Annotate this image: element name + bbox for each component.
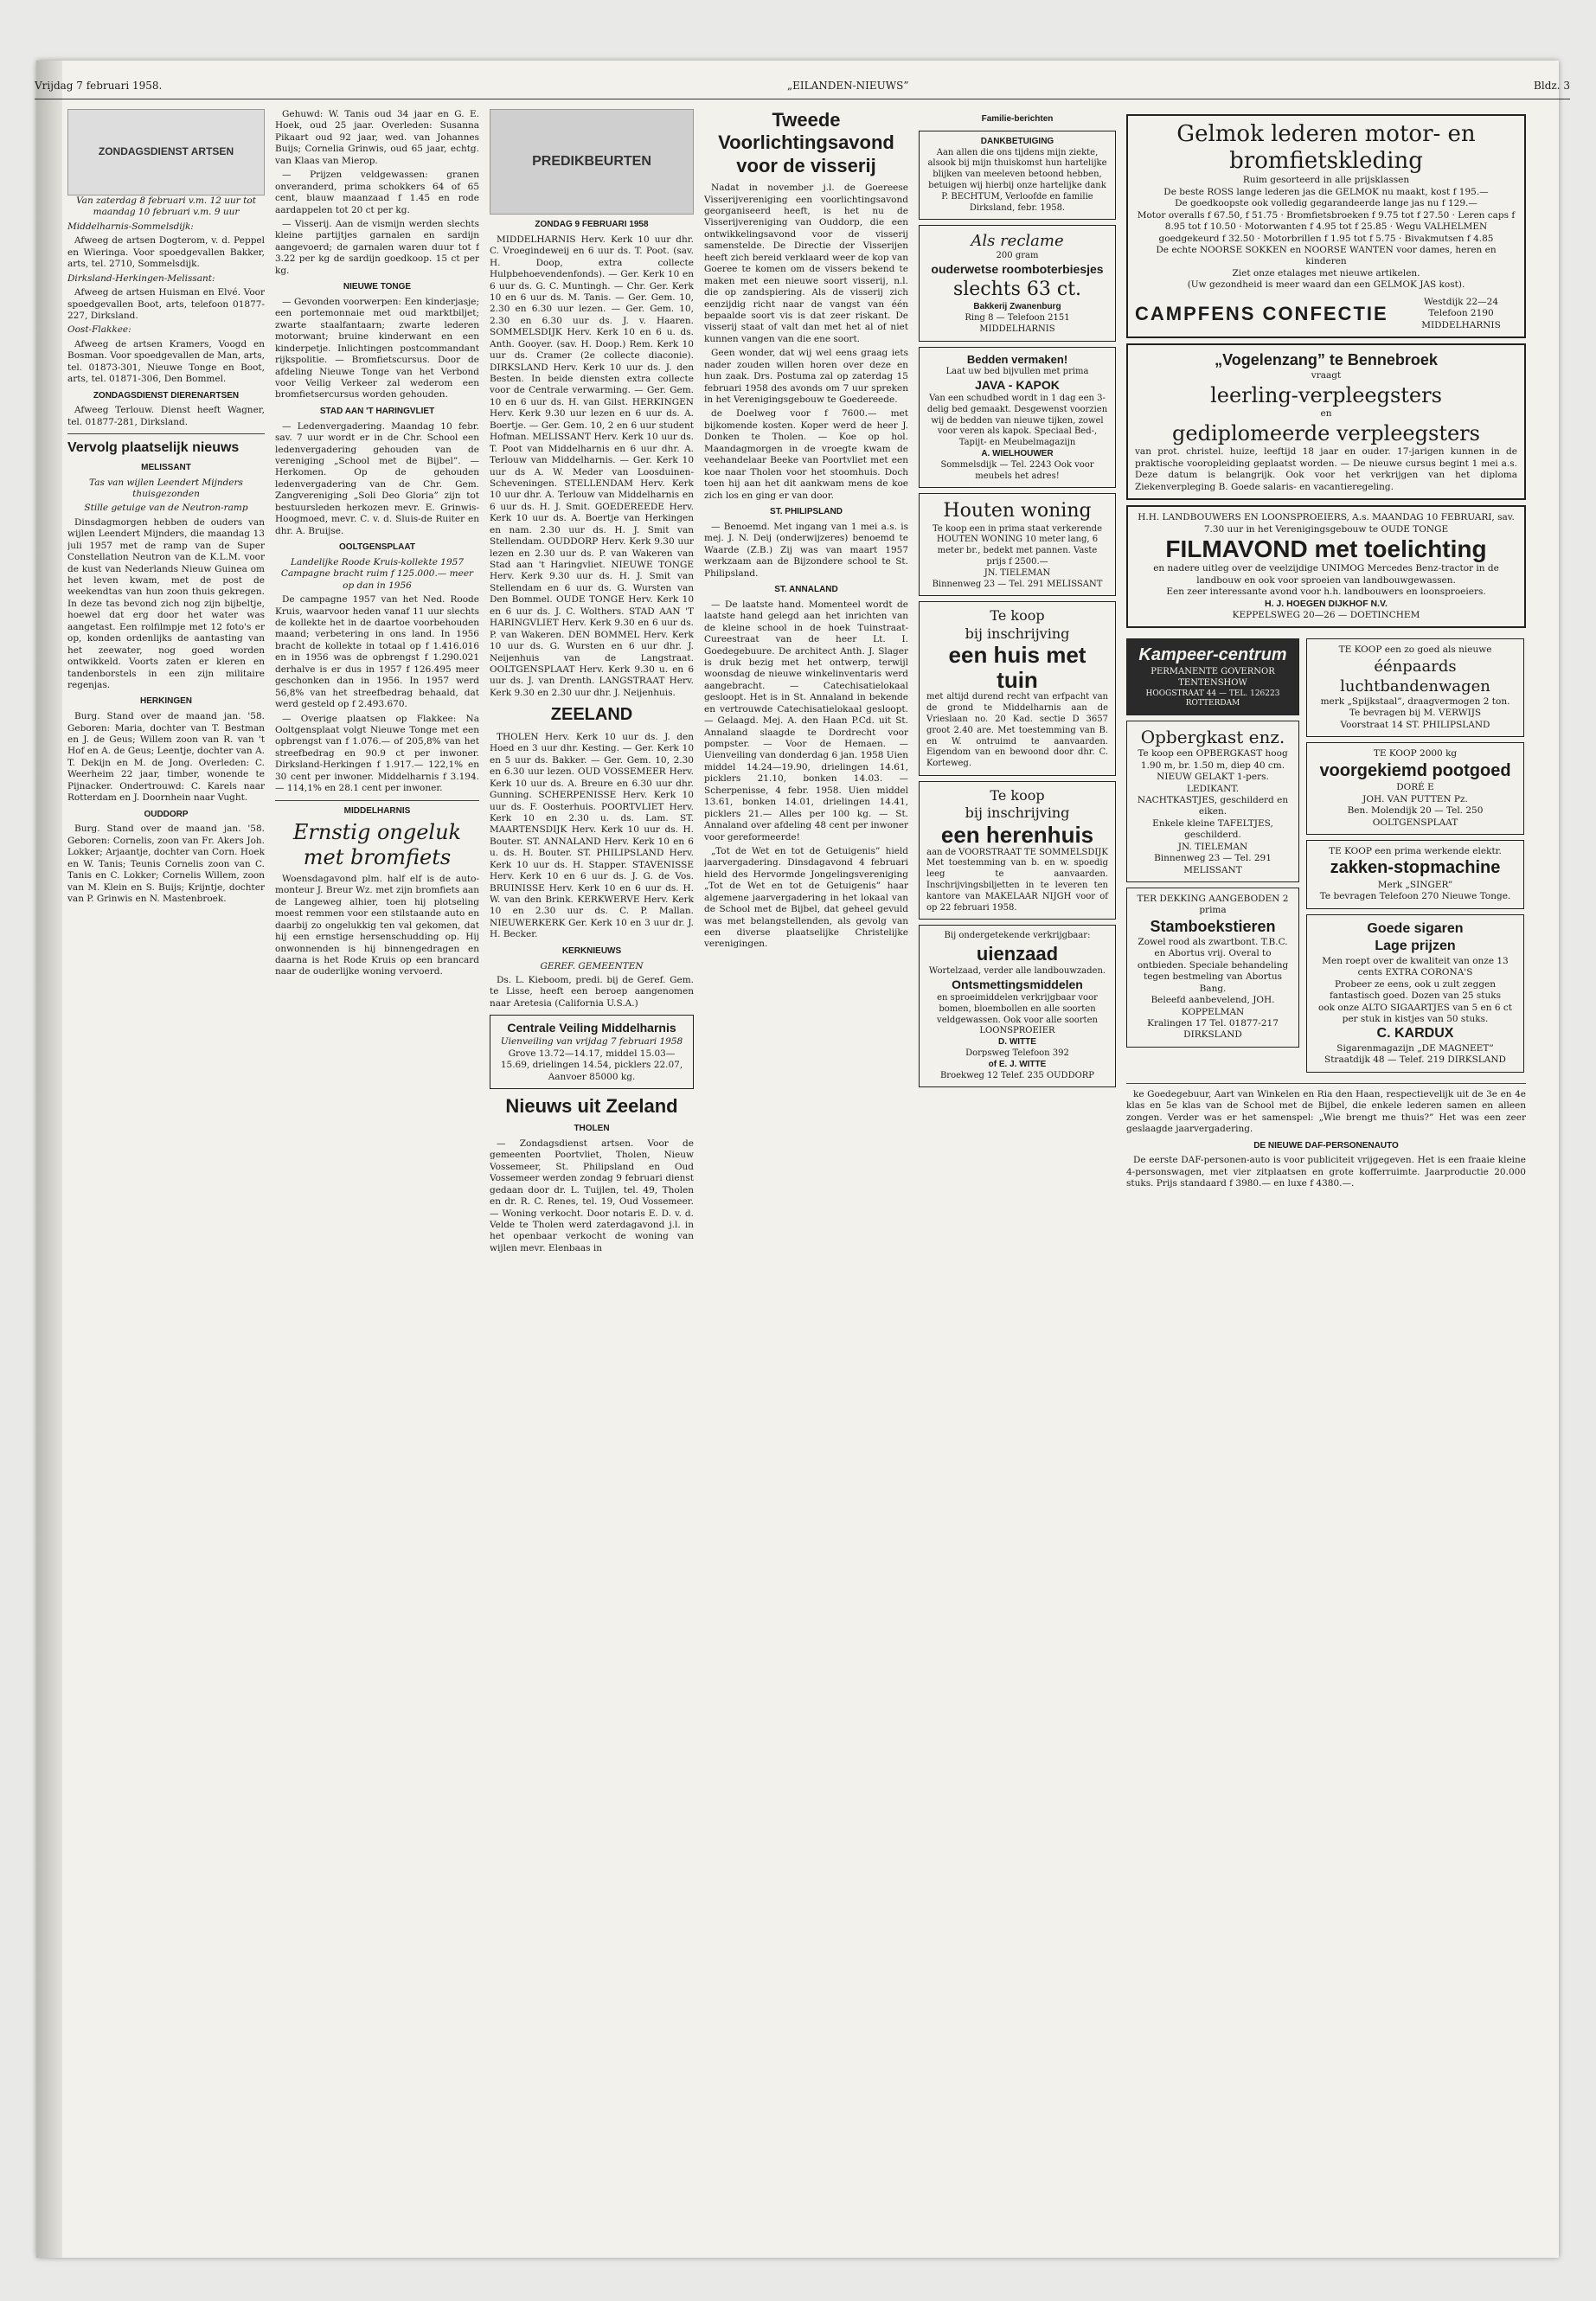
nt-heading: NIEUWE TONGE [343, 282, 412, 292]
header-page: Bldz. 3 [1534, 80, 1570, 92]
gelmok-box [1126, 114, 1526, 338]
stamboek-address: Kralingen 17 Tel. 01877-217 DIRKSLAND [1147, 1018, 1279, 1041]
dier-heading: ZONDAGSDIENST DIERENARTSEN [93, 390, 240, 401]
filmavond-text: en nadere uitleg over de veelzijdige UNIMOG Mercedes Benz-tractor in de landbouw en ook voor sproeien van landbouwgewassen. [1153, 563, 1499, 586]
pootgoed-intro: TE KOOP 2000 kg [1373, 748, 1458, 760]
stamboek-name: Beleefd aanbevelend, JOH. KOPPELMAN [1151, 995, 1275, 1017]
bedden-text: Laat uw bed bijvullen met prima [945, 367, 1089, 377]
gelmok-text-2: De beste ROSS lange lederen jas die GELMOK nu maakt, kost f 195.— [1163, 186, 1489, 197]
opbergkast-title: Opbergkast enz. [1140, 726, 1285, 747]
stamboek-text: Zowel rood als zwartbont. T.B.C. en Abortus vrij. Overal to ontbieden. Speciale behandeling tegen bestmeling van Abortus Bang. [1137, 936, 1289, 994]
sa-text: — De laatste hand. Momenteel wordt de laatste hand gelegd aan het inrichten van de kleine school in de hoek Tuinstraat-Cureestraat van de heer Lt. I. Goedegebuure. De architect Anth. J. Slager is druk bezig met het ontwerp, terwijl woonsdag de nieuwe winkelinventaris werd aangebracht. — Catechisatielokaal gesloopt. Het is in St. Annaland in bekende en vertrouwde Catechisatielokaal gesloopt. — Gelaagd. Mej. A. den Haan P.Cd. uit St. Annaland slaagde te Dordrecht voor pompster. — Voor de Hemaen. — Uienveiling van donderdag 6 jan. 1958 Uien middel 14.24—19.90, drielingen 14.61, picklers 21.10, bonken 14.03. — Scherpenisse, 4 febr. 1958. Uien middel 13.61, bonken 14.01, drielingen 14.41, picklers 21.— Alles per 100 kg. — St. Annaland over afdeling 48 cent per inwoner voor gereformeerde! [704, 599, 908, 843]
pootgoed-box [1306, 742, 1524, 835]
uienzaad-text: Wortelzaad, verder alle landbouwzaden. [928, 966, 1106, 977]
kn-sub: GEREF. GEMEENTEN [540, 960, 644, 971]
mh-title: Ernstig ongeluk met bromfiets [292, 820, 462, 870]
ontsmetting-name-2: of E. J. WITTE [988, 1059, 1047, 1069]
sunday-hours: Van zaterdag 8 februari v.m. 12 uur tot maandag 10 februari v.m. 9 uur [76, 195, 256, 218]
ontsmetting-address-2: Broekweg 12 Telef. 235 OUDDORP [939, 1070, 1095, 1080]
column-5 [919, 109, 1116, 2254]
dirk-text: Afweeg de artsen Huisman en Elvé. Voor spoedgevallen Boot, arts, telefoon 01877-227, Dirksland. [67, 287, 265, 321]
oost-text: Afweeg de artsen Kramers, Voogd en Bosman. Voor spoedgevallen de Man, arts, tel. 01873-301, Nieuwe Tonge en Boot, arts, tel. 01871-306, Den Bommel. [67, 338, 265, 385]
nz-title: Nieuws uit Zeeland [505, 1094, 678, 1117]
bedden-box [919, 347, 1116, 489]
uienzaad-title: uienzaad [976, 943, 1059, 965]
ads-right [1306, 633, 1524, 1077]
dank-text: Aan allen die ons tijdens mijn ziekte, alsook bij mijn thuiskomst hun hartelijke blijken van meeleven betoond hebben, betuigen wij hierbij onze hartelijke dank [927, 147, 1107, 190]
olt-text-2: — Overige plaatsen op Flakkee: Na Ooltgensplaat volgt Nieuwe Tonge met een opbrengst van f 1.076.— of 205,8% van het streefbedrag en 90.9 ct per inwoner. Dirksland-Herkingen f 1.917.— 122,1% en 30 cent per inwoner. Middelharnis f 3.194.— 114,1% en 28.1 cent per inwoner. [275, 713, 479, 794]
gelmok-text: Ruim gesorteerd in alle prijsklassen [1242, 175, 1410, 186]
zeeland-heading: ZEELAND [550, 705, 633, 725]
church-text: MIDDELHARNIS Herv. Kerk 10 uur dhr. C. Vroegindeweij en 6 uur ds. T. Poot. (sav. H. Doop, extra collecte Hulpbehoevendenfonds). — Ger. Kerk 10 en 6 uur ds. G. C. Muntingh. — Chr. Ger. Kerk 10 en 6 uur ds. M. Tanis. — Ger. Gem. 10, 2.30 en 6.30 uur lezen. — Ger. Gem. 10, 2.30 en 6.30 uur ds. J. v. Haaren. SOMMELSDIJK Herv. Kerk 10 en 6 u. ds. Anth. Gooyer. (sav. H. Doop.) Rem. Kerk 10 uur ds. Cramer (2e collecte diaconie). DIRKSLAND Herv. Kerk 10 uur ds. J. den Besten. In beide diensten extra collecte voor de Centrale verwarming. — Ger. Gem. 10 en 6 uur ds. H. van Gilst. HERKINGEN Herv. Kerk 9.30 uur lezen en 6 uur ds. A. Boertje. — Ger. Gem. 10, 2 en 6 uur student Hofman. MELISSANT Herv. Kerk 10 uur ds. T. Poot van Middelharnis en 6 uur dhr. A. Terlouw van Middelharnis. — Ger. Kerk 10 uur ds A. W. Meder van Loosduinen-Scheveningen. STELLENDAM Herv. Kerk 10 uur dhr. A. Terlouw van Middelharnis en 6 uur ds. H. J. Smit. GOEDEREEDE Herv. Kerk 10 uur ds. A. Boertje van Herkingen en nam. 2.30 uur ds. H. J. Smit van Stellendam. OUDDORP Herv. Kerk 9.30 uur lezen en 2.30 uur ds. P. van Wakeren van Stad aan 't Haringvliet. NIEUWE TONGE Herv. Kerk 9.30 uur ds. H. J. Smit van Stellendam en 6 uur ds. G. Wursten van Den Bommel. OUDE TONGE Herv. Kerk 10 en 6 uur ds. J. C. Wolthers. STAD AAN 'T HARINGVLIET Herv. Kerk 9.30 en 6 uur ds. P. van Wakeren. DEN BOMMEL Herv. Kerk 10 uur ds. G. Wursten en 6 uur dhr. J. Neijenhuis van de Langstraat. OOLTGENSPLAAT Herv. Kerk 9.30 u. en 6 uur ds. J. van Drenth. LANGSTRAAT Herv. Kerk 9.30 en 2.30 uur dhr. J. Neijenhuis. [490, 234, 694, 698]
st-heading: STAD AAN 'T HARINGVLIET [319, 406, 435, 416]
bedden-address: Sommelsdijk — Tel. 2243 Ook voor meubels het adres! [940, 459, 1094, 481]
col2-p2: — Prijzen veldgewassen: granen onveranderd, prima schokkers 64 of 65 cent, blauw maanzaad f 1.45 en rode aardappelen tot 20 ct per kg. [275, 170, 479, 215]
pootgoed-address: Ben. Molendijk 20 — Tel. 250 OOLTGENSPLAAT [1347, 805, 1484, 828]
filmavond-box [1126, 505, 1526, 628]
kampeer-title: Kampeer-centrum [1138, 645, 1287, 665]
filmavond-address: KEPPELSWEG 20—26 — DOETINCHEM [1232, 609, 1420, 620]
sigaren-text-2: Probeer ze eens, ook u zult zeggen fantastisch goed. Dozen van 25 stuks [1329, 978, 1502, 1002]
veiling-box [490, 1015, 694, 1089]
herenhuis-h3: een herenhuis [940, 821, 1094, 848]
sigaren-address: Sigarenmagazijn „DE MAGNEET” Straatdijk 48 — Telef. 219 DIRKSLAND [1324, 1042, 1506, 1066]
ads-left [1126, 633, 1299, 1077]
wagen-box [1306, 638, 1524, 737]
stopmachine-text: Te bevragen Telefoon 270 Nieuwe Tonge. [1319, 891, 1511, 902]
column-6 [1126, 109, 1526, 2254]
sp-heading: ST. PHILIPSLAND [770, 506, 843, 516]
opbergkast-text: Te koop een OPBERGKAST hoog 1.90 m, br. 1.50 m, diep 40 cm. [1138, 748, 1288, 771]
reclame-box [919, 225, 1116, 341]
houten-woning-title: Houten woning [943, 500, 1092, 522]
bakkerij-address: Ring 8 — Telefoon 2151 MIDDELHARNIS [965, 313, 1070, 334]
reclame-product: ouderwetse roomboterbiesjes [931, 262, 1104, 277]
col2-p3: — Visserij. Aan de vismijn werden slechts kleine partijtjes garnalen en sardijn aangevoerd; de garnalen waren duur tot f 3.22 per kg de sardijn goedkoop. 15 ct per kg. [275, 218, 479, 276]
sigaren-text-3: ook onze ALTO SIGAARTJES van 5 en 6 ct per stuk in kistjes van 50 stuks. [1318, 1002, 1512, 1025]
mh-heading: MIDDELHARNIS [343, 805, 411, 816]
mel-heading: MELISSANT [141, 462, 191, 472]
herenhuis-text-2: Met toestemming van b. en w. spoedig leeg te aanvaarden. Inschrijvingsbiljetten in te leveren ten kantore van MAKELAAR NIJGH voor of op 22 februari 1958. [926, 858, 1108, 913]
sa-heading: ST. ANNALAND [774, 584, 838, 594]
kampeer-address: HOOGSTRAAT 44 — TEL. 126223 ROTTERDAM [1145, 689, 1280, 708]
header-date: Vrijdag 7 februari 1958. [35, 80, 163, 92]
huis-tuin-h1: Te koop [990, 607, 1045, 625]
huis-tuin-h3: een huis met tuin [948, 642, 1086, 693]
voorlichting-title: Tweede Voorlichtingsavond voor de visserij [718, 109, 894, 176]
uienzaad-intro: Bij ondergetekende verkrijgbaar: [944, 931, 1091, 941]
vogelenzang-box [1126, 343, 1526, 500]
stopmachine-intro: TE KOOP een prima werkende elektr. [1329, 846, 1502, 856]
mel-sub2: Stille getuige van de Neutron-ramp [84, 503, 248, 514]
vogelenzang-text-2: en [1320, 408, 1332, 420]
bottom-text: ke Goedegebuur, Aart van Winkelen en Ria den Haan, respectievelijk uit de 3e en 4e klas en 5e klas van de School met de Bijbel, die enkele lederen samen en alleen zongen. Verder was er het samenspel: „Wie brengt me thuis?” Het was een zeer geslaagde jaarvergadering. [1126, 1088, 1526, 1135]
nz-text: — Zondagsdienst artsen. Voor de gemeenten Poortvliet, Tholen, Nieuw Vossemeer, St. Philipsland en Oud Vossemeer werden zondag 9 februari dienst gedaan door dr. L. Tuijlen, tel. 49, Tholen en dr. R. C. Renes, tel. 19, Oud Vossemeer. — Woning verkocht. Door notaris E. D. v. d. Velde te Tholen werd zaterdagavond j.l. in het openbaar verkocht de woning van wijlen mevr. Elenbaas in [490, 1138, 694, 1253]
mel-sub: Tas van wijlen Leendert Mijnders thuisgezonden [89, 477, 243, 499]
vogelenzang-title: „Vogelenzang” te Bennebroek [1215, 351, 1438, 369]
vogelenzang-text-3: van prot. christel. huize, leeftijd 18 jaar en ouder. 17-jarigen kunnen in de praktische vooropleiding geplaatst worden. — De nieuwe cursus begint 1 mei a.s. Deze datum is belangrijk. Ook voor het verkrijgen van het diploma Ziekenverpleging B. Goede salaris- en vacantieregeling. [1135, 446, 1517, 492]
oost-heading: Oost-Flakkee: [67, 324, 131, 336]
sigaren-text: Men roept over de kwaliteit van onze 13 cents EXTRA CORONA'S [1322, 955, 1509, 978]
opbergkast-text-2: NIEUW GELAKT 1-pers. LEDIKANT. [1157, 772, 1269, 794]
daf-heading: DE NIEUWE DAF-PERSONENAUTO [1253, 1140, 1399, 1150]
page-header [35, 80, 1570, 99]
oud-text: Burg. Stand over de maand jan. '58. Geboren: Cornelis, zoon van Fr. Akers Joh. Lokker; Arjaantje, dochter van Corn. Hoek en W. Tanis; Teunis Cornelis zoon van C. Tanis en C. Lokker; Cornelis Willem, zoon van M. Klein en S. Buijs; Krijntje, dochter van P. Grinwis en N. Mastenbroek. [67, 824, 265, 905]
gelmok-text-4: De echte NOORSE SOKKEN en NOORSE WANTEN voor dames, heren en kinderen [1156, 245, 1497, 267]
opbergkast-box [1126, 721, 1299, 882]
pootgoed-variety: DORÉ E [1396, 782, 1434, 793]
column-1 [67, 109, 265, 2254]
houten-woning-text: Te koop een in prima staat verkerende HOUTEN WONING 10 meter lang, 6 meter br., bedekt met pannen. Vaste prijs f 2500.— [932, 523, 1102, 567]
gelmok-list: Motor overalls f 67.50, f 51.75 · Bromfietsbroeken f 9.75 tot f 27.50 · Leren caps f 8.95 tot f 10.50 · Motorwanten f 4.95 tot f 25.85 · Wegu VALHELMEN goedgekeurd f 32.50 · Motorbrillen f 1.95 tot f 5.75 · Bivakmutsen f 4.85 [1137, 209, 1516, 244]
olt-sub: Landelijke Roode Kruis-kollekte 1957 Campagne bracht ruim f 125.000.— meer op dan in 1956 [280, 556, 474, 591]
reclame-price: slechts 63 ct. [952, 279, 1082, 301]
vogelenzang-h2: leerling-verpleegsters [1210, 382, 1442, 407]
reclame-weight: 200 gram [996, 251, 1039, 261]
bedden-kapok: JAVA - KAPOK [975, 378, 1060, 393]
opbergkast-address: Binnenweg 23 — Tel. 291 MELISSANT [1154, 853, 1272, 875]
uienzaad-box [919, 925, 1116, 1087]
dier-text: Afweeg Terlouw. Dienst heeft Wagner, tel. 01877-281, Dirksland. [67, 405, 265, 427]
daf-text: De eerste DAF-personen-auto is voor publiciteit vrijgegeven. Het is een fraaie kleine 4-personswagen, met vier zitplaatsen en grote kofferruimte. Jaarproductie 20.000 stuks. Prijs standaard f 3980.— en luxe f 4380.—. [1126, 1155, 1526, 1189]
wagen-title: éénpaards luchtbandenwagen [1340, 657, 1490, 695]
pootgoed-name: JOH. VAN PUTTEN Pz. [1362, 793, 1468, 804]
filmavond-text-2: Een zeer interessante avond voor h.h. landbouwers en loonsproeiers. [1166, 586, 1486, 598]
voorlichting-text: Nadat in november j.l. de Goereese Visserijvereniging een voorlichtingsavond georganiseerd heeft, is het nu de Visserijvereniging van Ouddorp, die een ontwikkelingsavond voor de visserij samenstelde. De Directie der Visserijen heeft zich bereid verklaard weer de kop van Goeree te komen om de vissers bekend te maken met een nieuwe soort visserij, n.l. die op zandspiering. Als de visserij zich eenzijdig richt naar de vangst van één bepaalde soort vis is dat zeer riskant. De visserij staat of valt dan met het al of niet kunnen vangen van die ene soort. [704, 183, 908, 344]
ontsmetting-address: Dorpsweg Telefoon 392 [965, 1048, 1069, 1058]
kn-heading: KERKNIEUWS [561, 945, 622, 956]
filmavond-company: H. J. HOEGEN DIJKHOF N.V. [1265, 598, 1388, 609]
huis-tuin-box [919, 601, 1116, 776]
stamboek-title: Stamboekstieren [1150, 917, 1276, 935]
column-3 [490, 109, 694, 2254]
gelmok-text-3: De goedkoopste ook volledig gegarandeerde lange jas nu f 129.— [1175, 198, 1477, 209]
zondagsdienst-logo: ZONDAGSDIENST ARTSEN [67, 109, 265, 195]
veiling-sub: Uienveiling van vrijdag 7 februari 1958 [500, 1036, 683, 1048]
fam-heading: Familie-berichten [981, 114, 1054, 124]
olt-heading: OOLTGENSPLAAT [339, 542, 415, 553]
stopmachine-brand: Merk „SINGER” [1377, 880, 1453, 891]
herk-text: Burg. Stand over de maand jan. '58. Geboren: Maria, dochter van T. Bestman en J. de Geus; Willem zoon van R. van 't Hof en A. de Geus; Leentje, dochter van A. T. Dekijn en M. de Jong. Overleden: C. Weerheim 22 jaar, timber, wonende te Pijnacker. Ondertrouwd: C. Karels naar Rotterdam en J. Doornhein naar Vught. [67, 711, 265, 804]
dirk-heading: Dirksland-Herkingen-Melissant: [67, 272, 215, 284]
wagen-name: Te bevragen bij M. VERWIJS [1349, 708, 1482, 719]
stopmachine-box [1306, 840, 1524, 909]
ontsmetting-text: en sproeimiddelen verkrijgbaar voor bomen, bloembollen en alle soorten veldgewassen. Ook voor alle soorten LOONSPROEIER [937, 992, 1098, 1036]
tholen-continued: de Doelweg voor f 7600.— met bijkomende kosten. Koper werd de heer J. Donken te Tholen. — Koe op hol. Maandagmorgen in de vroegte kwam de veehandelaar Beeke van Poortvliet met een koe naar Tholen voor het stoomhuis. Doch toen hij aan het dit aankwam mens de koe zich los en ging er van door. [704, 408, 908, 501]
nz-sub: THOLEN [574, 1124, 610, 1134]
opbergkast-text-4: Enkele kleine TAFELTJES, geschilderd. [1152, 817, 1273, 841]
herk-heading: HERKINGEN [139, 696, 192, 707]
voorlichting-text-2: Geen wonder, dat wij wel eens graag iets nader zouden willen horen over deze en hun zaak. Drs. Postuma zal op zaterdag 15 februari 1958 des avonds om 7 uur spreken in het Verenigingsgebouw te Goedereede. [704, 348, 908, 406]
sigaren-name: C. KARDUX [1376, 1026, 1454, 1042]
jv-text: „Tot de Wet en tot de Getuigenis” hield jaarvergadering. Dinsdagavond 4 februari hield des Hervormde Jongelingsvereniging „Tot de Wet en tot de Getuigenis” haar algemene jaarvergadering in het lokaal van de School met de Bijbel, dat geheel gevuld was met belangstellenden, als gevolg van een diverse plaatselijke Christelijke verenigingen. [704, 845, 908, 950]
predikbeurten-logo: PREDIKBEURTEN [490, 109, 694, 215]
houten-woning-name: JN. TIELEMAN [984, 567, 1051, 578]
dank-name: P. BECHTUM, Verloofde en familie [941, 191, 1093, 202]
mid-heading: Middelharnis-Sommelsdijk: [67, 221, 194, 232]
vogelenzang-h3: gediplomeerde verpleegsters [1172, 420, 1480, 445]
vervolg-title: Vervolg plaatselijk nieuws [67, 440, 240, 456]
opbergkast-text-3: NACHTKASTJES, geschilderd en eiken. [1137, 794, 1289, 817]
olt-text: De campagne 1957 van het Ned. Roode Kruis, waarvoor heden vanaf 11 uur slechts de kollekte het in de daartoe voorbehouden maand; verbetering in ons land. In 1956 bracht de kollekte in totaal op f 1.416.016 en in 1956 was de opbrengst f 1.290.021 derhalve is er dus in 1957 f 126.495 meer geschonken dan in 1956. In 1957 werd 56,8% van het streefbedrag behaald, dat werd gesteld op f 2.493.670. [275, 594, 479, 710]
sigaren-title: Goede sigaren [1367, 920, 1464, 936]
wagen-intro: TE KOOP een zo goed als nieuwe [1338, 644, 1492, 656]
church-date: ZONDAG 9 FEBRUARI 1958 [535, 220, 649, 229]
houten-woning-box [919, 493, 1116, 596]
kampeer-box [1126, 638, 1299, 715]
veiling-title: Centrale Veiling Middelharnis [507, 1021, 676, 1035]
vogelenzang-text: vraagt [1311, 370, 1342, 381]
wagen-address: Voorstraat 14 ST. PHILIPSLAND [1340, 719, 1490, 730]
dank-box [919, 131, 1116, 221]
kn-text: Ds. L. Kieboom, predi. bij de Geref. Gem. te Lisse, heeft een beroep aangenomen naar Aretesia (California U.S.A.) [490, 975, 694, 1009]
header-paper: „EILANDEN-NIEUWS” [786, 80, 909, 92]
huis-tuin-h2: bij inschrijving [965, 625, 1070, 642]
mid-text: Afweeg de artsen Dogterom, v. d. Peppel en Wieringa. Voor spoedgevallen Bakker, arts, tel. 2710, Sommelsdijk. [67, 235, 265, 270]
gelmok-text-6: (Uw gezondheid is meer waard dan een GELMOK JAS kost). [1187, 279, 1465, 291]
gelmok-title: Gelmok lederen motor- en bromfietskleding [1176, 121, 1476, 175]
column-2 [275, 109, 479, 2254]
ontsmetting-name: D. WITTE [998, 1037, 1036, 1048]
bedden-text-2: Van een schudbed wordt in 1 dag een 3-delig bed gemaakt. Desgewenst voorzien wij de bedden van nieuwe tijken, zowel voor veren als kapok. Speciaal Bed-, Tapijt- en Meubelmagazijn [926, 393, 1108, 448]
veiling-values: Grove 13.72—14.17, middel 15.03—15.69, drielingen 14.54, picklers 22.07, Aanvoer 85000 kg. [500, 1048, 683, 1082]
st-text: — Ledenvergadering. Maandag 10 febr. sav. 7 uur wordt er in de Chr. School een ledenvergadering gehouden van de vereniging „School met de Bijbel”. — Herkomen. Op de gehouden ledenvergadering van de Chr. Gem. Zangvereniging „Soli Deo Gloria” zijn tot bestuursleden herkozen mevr. E. Grinwis-Hoogmoed, mevr. C. v. d. Sluis-de Ruiter en dhr. A. Bruijse. [275, 420, 479, 536]
stamboek-box [1126, 888, 1299, 1048]
filmavond-intro: H.H. LANDBOUWERS EN LOONSPROEIERS, A.s. MAANDAG 10 FEBRUARI, sav. 7.30 uur in het Verenigingsgebouw te OUDE TONGE [1138, 512, 1515, 535]
sp-text: — Benoemd. Met ingang van 1 mei a.s. is mej. J. N. Deij (onderwijzeres) benoemd te Waarde (Z.B.) Zij was van maart 1957 werkzaam aan de Bijzondere school te St. Philipsland. [704, 521, 908, 579]
column-4 [704, 109, 908, 2254]
sigaren-title-2: Lage prijzen [1375, 939, 1456, 954]
huis-tuin-text: met altijd durend recht van erfpacht van de grond te Middelharnis aan de Vrieslaan no. 20 Kad. sectie D 3657 groot 2.40 are. Met toestemming van B. en W. ontruimd te aanvaarden. Eigendom van en bewoond door dhr. C. Korteweg. [926, 692, 1108, 769]
col2-p1: Gehuwd: W. Tanis oud 34 jaar en G. E. Hoek, oud 25 jaar. Overleden: Susanna Pikaart oud 92 jaar, wed. van Johannes Buijs; Cornelia Grinwis, oud 65 jaar, echtg. van Klaas van Mierop. [275, 109, 479, 166]
gelmok-text-5: Ziet onze etalages met nieuwe artikelen. [1232, 267, 1420, 279]
herenhuis-h1: Te koop [990, 787, 1045, 804]
opbergkast-name: JN. TIELEMAN [1177, 841, 1248, 852]
mh-text: Woensdagavond plm. half elf is de auto-monteur J. Breur Wz. met zijn bromfiets aan de Langeweg alhier, toen hij plotseling moest remmen voor een stilstaande auto en daarbij zo ongelukkig ten val gekomen, dat hij een ernstige hersenschudding op. Hij onwonnenden is hij binnengedragen en daarna is het Rode Kruis op een brancard naar de ouderlijke woning vervoerd. [275, 873, 479, 977]
filmavond-title: FILMAVOND met toelichting [1165, 535, 1487, 563]
nt-text: — Gevonden voorwerpen: Een kinderjasje; een portemonnaie met oud marktbiljet; zwarte staalfantaarn; zwarte lederen motorwant; bruine kinderwant en een kinderpetje. Inlichtingen postcommandant rijkspolitie. — Bromfietscursus. Door de afdeling Nieuwe Tonge van het Verbond voor Veilig Verkeer zal wederom een bromfietsercursus worden gehouden. [275, 296, 479, 401]
zeeland-text: THOLEN Herv. Kerk 10 uur ds. J. den Hoed en 3 uur dhr. Kesting. — Ger. Kerk 10 en 5 uur ds. Bakker. — Ger. Gem. 10, 2.30 en 6.30 uur lezen. OUD VOSSEMEER Herv. Kerk 10 uur ds. A. Breure en 6.30 uur dhr. Gunning. SCHERPENISSE Herv. Kerk 10 uur ds. F. Oosterhuis. POORTVLIET Herv. Kerk 10 en 2.30 u. ds. Lam. ST. MAARTENSDIJK Herv. Kerk 10 uur ds. H. Bouter. ST. ANNALAND Herv. Kerk 10 en 6 u. ds. H. Bouter. ST. PHILIPSLAND Herv. Kerk 10 uur ds. H. Stapper. STAVENISSE Herv. Kerk 10 en 6 uur ds. J. G. de Vos. BRUINISSE Herv. Kerk 10 en 6 uur ds. H. W. van den Brink. KERKWERVE Herv. Kerk 10 en 2.30 uur ds. C. P. Mallan. NIEUWERKERK Ger. Kerk 10 en 3 uur dr. J. H. Becker. [490, 731, 694, 940]
sigaren-box [1306, 914, 1524, 1073]
mel-text: Dinsdagmorgen hebben de ouders van wijlen Leendert Mijnders, die maandag 13 juli 1957 met de ramp van de Super Constellation Neutron van de K.L.M. voor de kust van Nederlands Nieuw Guinea om het leven kwam, met de post de weekendtas van hun zoon thuis gekregen. In deze tas bevond zich nog zijn bijbeltje, hoewel dat erg door het water was aangetast. Een rolfilmpje met 12 foto's er op, konden ordenlijks de aantasting van het zeewater, nog goed worden ontwikkeld. Voorts zaten er kleren en tandenborstels in een zijn militaire regenjas. [67, 516, 265, 690]
herenhuis-box [919, 781, 1116, 920]
kampeer-text: PERMANENTE GOVERNOR TENTENSHOW [1151, 667, 1275, 688]
oud-heading: OUDDORP [144, 809, 189, 819]
wagen-text: merk „Spijkstaal”, draagvermogen 2 ton. [1320, 695, 1510, 707]
bedden-title: Bedden vermaken! [966, 352, 1068, 366]
campfens-logo: CAMPFENS CONFECTIE [1135, 302, 1388, 324]
ontsmetting-title: Ontsmettingsmiddelen [952, 977, 1083, 992]
stamboek-intro: TER DEKKING AANGEBODEN 2 prima [1137, 894, 1289, 916]
dank-heading: DANKBETUIGING [980, 136, 1054, 146]
bedden-name: A. WIELHOUWER [981, 448, 1054, 458]
herenhuis-text: aan de VOORSTRAAT TE SOMMELSDIJK [926, 847, 1108, 857]
dank-place: Dirksland, febr. 1958. [969, 202, 1066, 213]
stopmachine-title: zakken-stopmachine [1330, 858, 1501, 878]
bakkerij-name: Bakkerij Zwanenburg [973, 302, 1061, 312]
campfens-address: Westdijk 22—24 Telefoon 2190 MIDDELHARNIS [1421, 296, 1501, 330]
reclame-title: Als reclame [971, 232, 1064, 251]
page-spine [36, 61, 62, 2258]
pootgoed-title: voorgekiemd pootgoed [1319, 760, 1511, 780]
herenhuis-h2: bij inschrijving [965, 804, 1070, 822]
houten-woning-address: Binnenweg 23 — Tel. 291 MELISSANT [932, 579, 1103, 589]
